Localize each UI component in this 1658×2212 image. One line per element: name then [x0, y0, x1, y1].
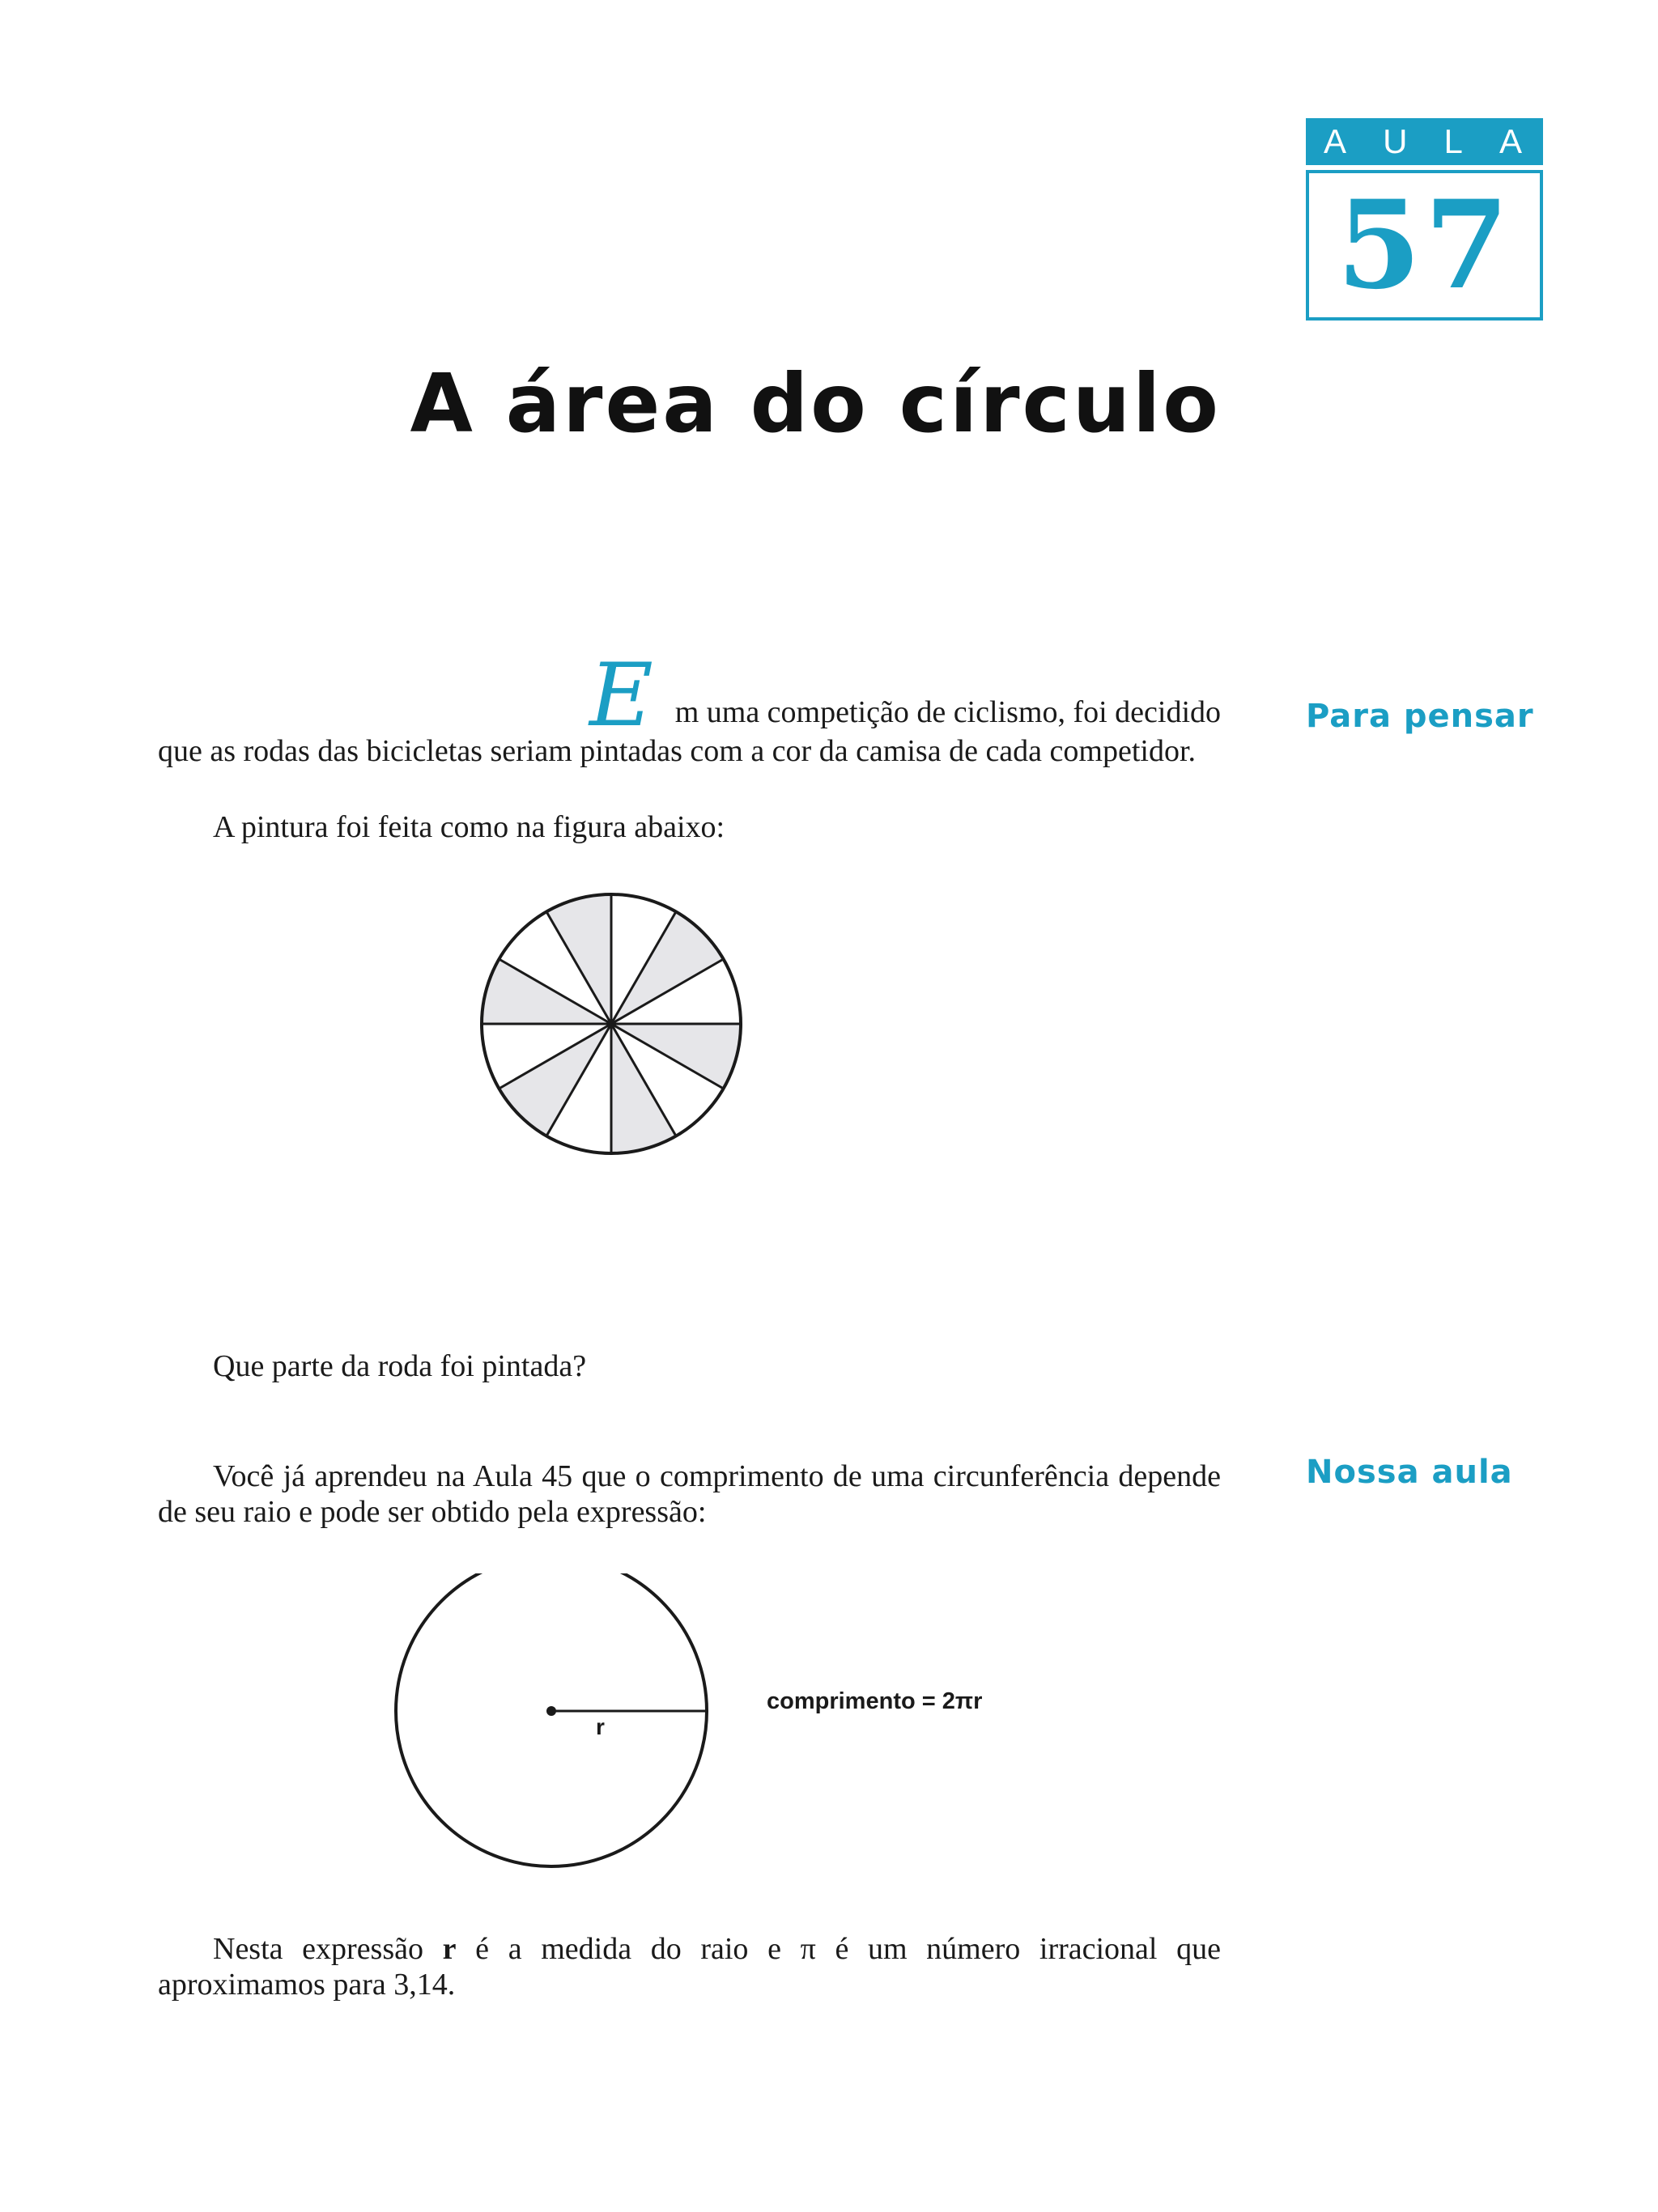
- nossa-aula-paragraph: Você já aprendeu na Aula 45 que o comprimento de uma circunferência depende de seu raio e pode ser obtido pela expressão:: [158, 1459, 1221, 1529]
- aula-number-box: [1306, 170, 1543, 321]
- final-text-start: Nesta expressão: [213, 1932, 443, 1966]
- intro-first-line: m uma competição de ciclismo, foi decidido: [674, 695, 1221, 729]
- aula-number: 57: [1337, 174, 1512, 316]
- final-text-end: é a medida do raio e π é um número irracional que aproximamos para 3,14.: [158, 1932, 1221, 2002]
- painted-wheel-figure: [478, 890, 745, 1157]
- final-r-bold: r: [442, 1932, 457, 1966]
- pintura-paragraph: A pintura foi feita como na figura abaixo:: [213, 810, 725, 844]
- circumference-formula-label: comprimento = 2πr: [767, 1688, 983, 1714]
- drop-cap: E: [589, 645, 653, 746]
- circle-radius-figure: [393, 1573, 721, 1900]
- question-text: Que parte da roda foi pintada?: [213, 1349, 587, 1383]
- page-title: A área do círculo: [410, 356, 1221, 451]
- center-point: [546, 1706, 556, 1716]
- radius-label: r: [596, 1714, 605, 1739]
- aula-letter: L: [1443, 122, 1466, 160]
- circle-outline: [396, 1573, 707, 1866]
- aula-badge-header: [1306, 118, 1543, 165]
- section-label-para-pensar: Para pensar: [1306, 698, 1534, 735]
- aula-letter: U: [1383, 122, 1411, 160]
- aula-letter: A: [1324, 122, 1350, 160]
- section-label-nossa-aula: Nossa aula: [1306, 1454, 1513, 1491]
- final-paragraph: [158, 1931, 1221, 2002]
- aula-letter: A: [1499, 122, 1525, 160]
- intro-paragraph: que as rodas das bicicletas seriam pintadas com a cor da camisa de cada competidor.: [158, 734, 1196, 768]
